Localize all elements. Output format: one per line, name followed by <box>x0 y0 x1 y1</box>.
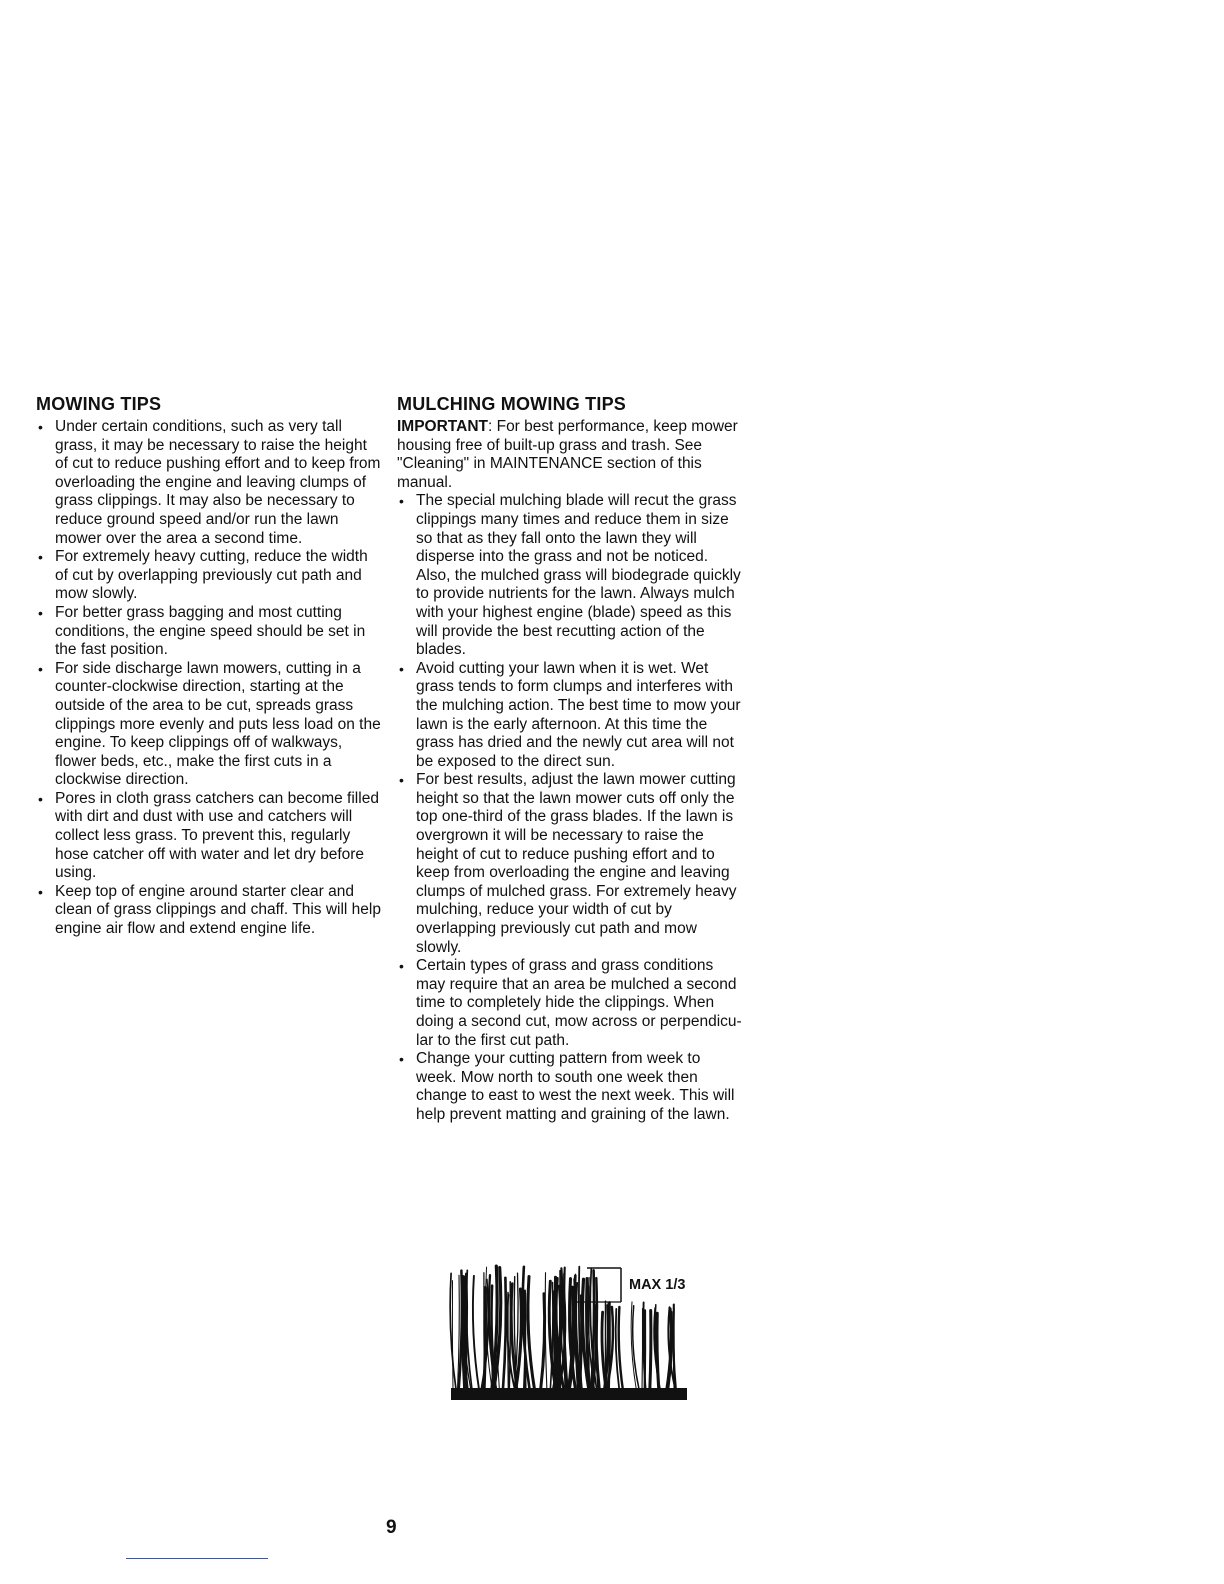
important-label: IMPORTANT <box>397 418 488 435</box>
bottom-divider <box>126 1558 268 1559</box>
mowing-tip: • Under certain conditions, such as very tall grass, it may be necessary to raise the height of cut to reduce pushing effort and to keep from overloading the engine and leaving clumps of grass clippings. It may also be necessary to reduce ground speed and/or run the lawn mower over the area a second time. <box>36 418 381 548</box>
important-note <box>397 418 742 492</box>
mulching-tip: • Certain types of grass and grass conditions may require that an area be mulched a second time to completely hide the clippings. When doing a second cut, mow across or perpendicu-lar to the first cut path. <box>397 957 742 1050</box>
grass-blade <box>596 1305 599 1390</box>
grass-blade <box>633 1306 640 1390</box>
grass-blade <box>452 1281 453 1390</box>
mowing-tips-heading: MOWING TIPS <box>36 394 162 414</box>
important-text: : For best performance, keep mower housing free of built-up grass and trash. See "Cleaning" in MAINTENANCE section of this manual. <box>397 418 738 491</box>
mowing-tip: • For better grass bagging and most cutting conditions, the engine speed should be set in the fast position. <box>36 604 381 660</box>
grass-blade <box>484 1288 485 1390</box>
grass-blade <box>541 1294 545 1390</box>
grass-blade <box>450 1273 456 1390</box>
grass-blade <box>642 1309 643 1390</box>
mowing-tip: • Keep top of engine around starter clear and clean of grass clippings and chaff. This will help engine air flow and extend engine life. <box>36 883 381 939</box>
grass-blade <box>528 1277 535 1391</box>
grass-blade <box>509 1282 510 1390</box>
mowing-tip: • Pores in cloth grass catchers can become filled with dirt and dust with use and catchers will collect less grass. To prevent this, regularly hose catcher off with water and let dry before using. <box>36 790 381 883</box>
mulching-tip: • Change your cutting pattern from week to week. Mow north to south one week then change to east to west the next week. This will help prevent matting and graining of the lawn. <box>397 1050 742 1124</box>
mowing-tips-section <box>36 394 381 939</box>
grass-blade <box>503 1278 506 1390</box>
mulching-tip: • The special mulching blade will recut the grass clippings many times and reduce them in size so that as they fall onto the lawn they will disperse into the grass and not be noticed. Also, the mulched grass will biodegrade quickly to provide nutrients for the lawn. Always mulch with your highest engine (blade) speed as this will provide the best recutting action of the blades. <box>397 492 742 659</box>
mulching-tips-heading: MULCHING MOWING TIPS <box>397 394 626 414</box>
grass-blade <box>473 1276 479 1390</box>
mulching-tip: • For best results, adjust the lawn mower cutting height so that the lawn mower cuts off only the top one-third of the grass blades. If the lawn is overgrown it will be necessary to raise the height of cut to reduce pushing effort and to keep from overloading the engine and leaving clumps of mulched grass. For extremely heavy mulching, reduce your width of cut by overlapping previously cut path and mow slowly. <box>397 771 742 957</box>
mulching-tips-section <box>397 394 742 1125</box>
mulching-tips-list <box>397 492 742 1124</box>
max-cut-label: MAX 1/3 <box>629 1277 686 1293</box>
grass-blade <box>650 1311 651 1391</box>
mowing-tips-list <box>36 418 381 939</box>
mulching-tip: • Avoid cutting your lawn when it is wet. Wet grass tends to form clumps and interferes with the mulching action. The best time to mow your lawn is the early afternoon. At this time the grass has dried and the newly cut area will not be exposed to the direct sun. <box>397 660 742 772</box>
mowing-tip: • For extremely heavy cutting, reduce the width of cut by overlapping previously cut path and mow slowly. <box>36 548 381 604</box>
page-number: 9 <box>386 1517 397 1538</box>
grass-blade <box>525 1291 526 1391</box>
grass-blade <box>619 1307 623 1390</box>
mowing-tip: • For side discharge lawn mowers, cutting in a counter-clockwise direction, starting at the outside of the area to be cut, spreads grass clippings more evenly and puts less load on the engine. To keep clippings off of walkways, flower beds, etc., make the first cuts in a clockwise direction. <box>36 660 381 790</box>
